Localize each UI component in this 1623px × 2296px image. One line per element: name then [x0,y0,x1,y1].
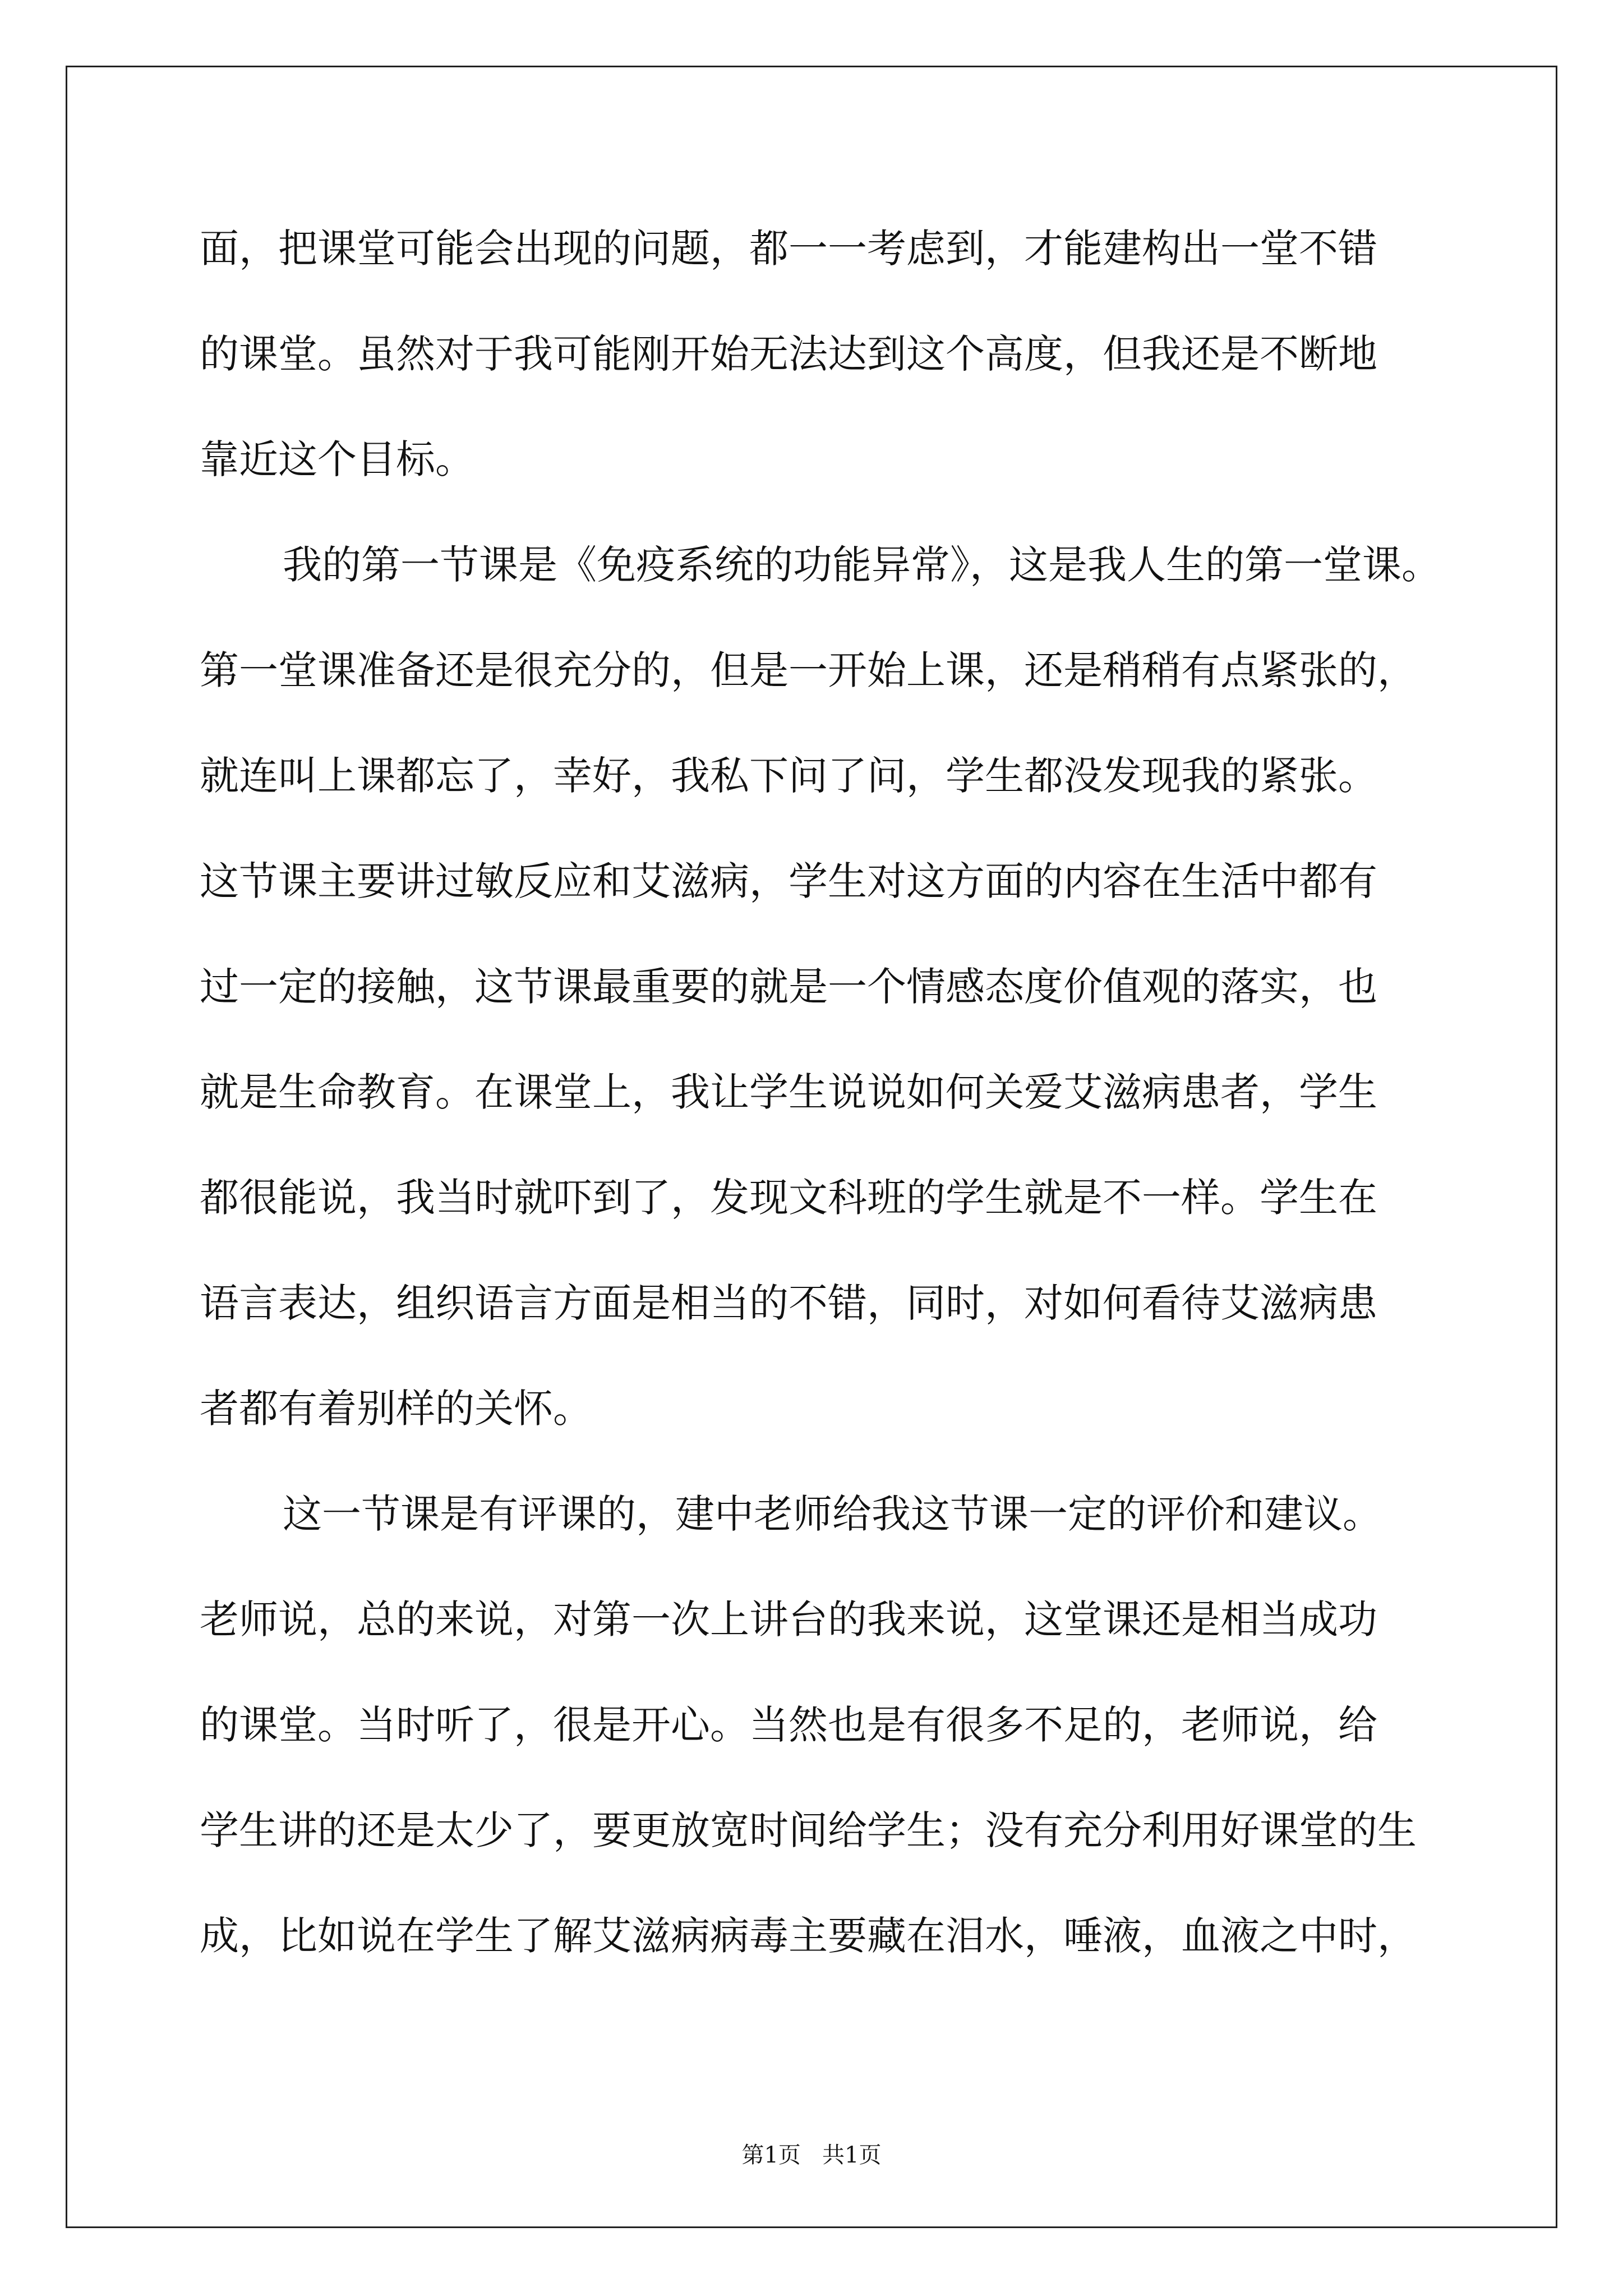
text-line: 靠近这个目标。 [200,436,474,482]
text-line: 这节课主要讲过敏反应和艾滋病，学生对这方面的内容在生活中都有 [200,858,1377,904]
page-indicator: 第1页 共1页 [741,2142,882,2168]
text-line: 过一定的接触，这节课最重要的就是一个情感态度价值观的落实，也 [200,964,1377,1010]
text-line: 的课堂。当时听了，很是开心。当然也是有很多不足的，老师说，给 [200,1702,1377,1748]
text-line: 学生讲的还是太少了，要更放宽时间给学生；没有充分利用好课堂的生 [200,1807,1417,1853]
text-line: 老师说，总的来说，对第一次上讲台的我来说，这堂课还是相当成功 [200,1596,1377,1642]
document-body [200,218,1456,2010]
text-line: 语言表达，组织语言方面是相当的不错，同时，对如何看待艾滋病患 [200,1280,1377,1326]
text-line: 都很能说，我当时就吓到了，发现文科班的学生就是不一样。学生在 [200,1175,1377,1221]
text-line: 面，把课堂可能会出现的问题，都一一考虑到，才能建构出一堂不错 [200,226,1377,272]
text-line: 第一堂课准备还是很充分的，但是一开始上课，还是稍稍有点紧张的， [200,647,1417,693]
text-line: 我的第一节课是《免疫系统的功能异常》，这是我人生的第一堂课。 [283,542,1441,588]
text-line: 成，比如说在学生了解艾滋病病毒主要藏在泪水，唾液，血液之中时， [200,1913,1417,1959]
text-line: 就连叫上课都忘了，幸好，我私下问了问，学生都没发现我的紧张。 [200,753,1377,799]
text-line: 的课堂。虽然对于我可能刚开始无法达到这个高度，但我还是不断地 [200,331,1377,377]
text-line: 就是生命教育。在课堂上，我让学生说说如何关爱艾滋病患者，学生 [200,1069,1377,1115]
text-line: 这一节课是有评课的，建中老师给我这节课一定的评价和建议。 [283,1491,1382,1537]
text-line: 者都有着别样的关怀。 [200,1386,592,1432]
